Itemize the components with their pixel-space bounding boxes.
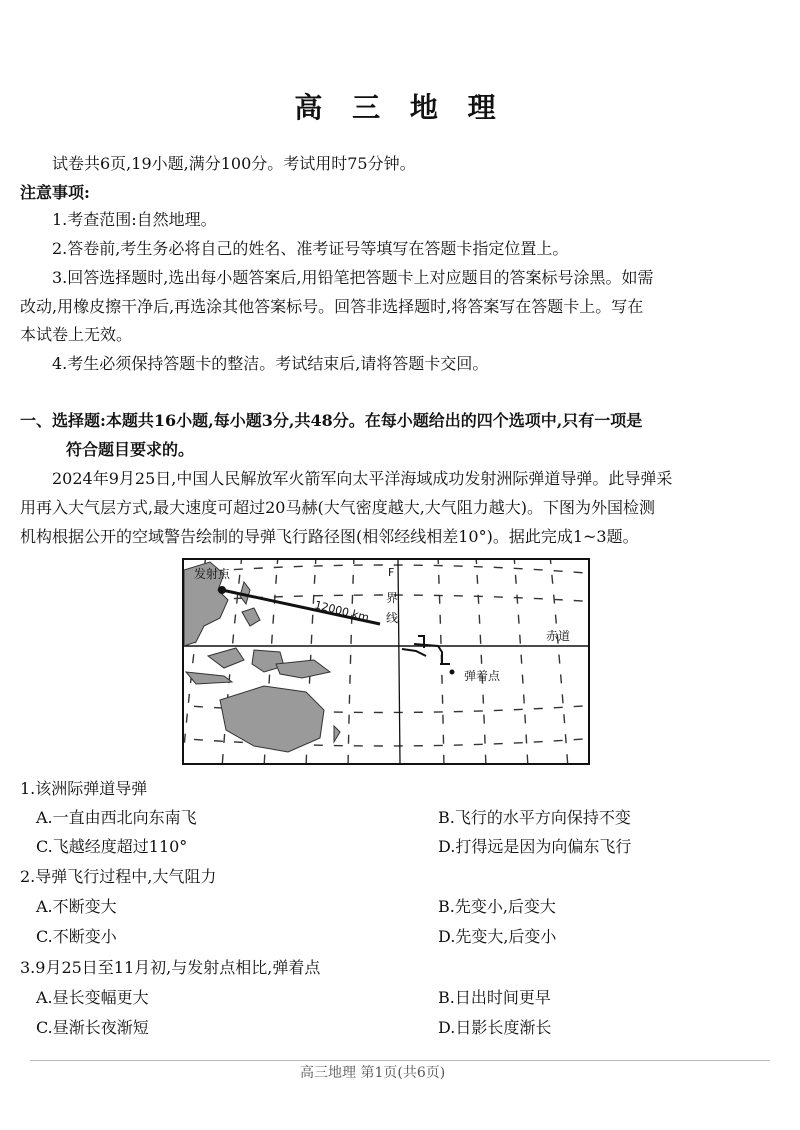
map-dateline-label-2: 界: [386, 591, 399, 605]
map-launch-label: 发射点: [194, 567, 231, 581]
question-3-option-a: A.昼长变幅更大: [36, 988, 149, 1007]
notice-item-1: 1.考查范围:自然地理。: [52, 210, 217, 229]
question-2-option-d: D.先变大,后变小: [438, 927, 557, 946]
question-2-option-a: A.不断变大: [36, 897, 117, 916]
map-dateline-label-3: 线: [386, 611, 399, 625]
dateline: [398, 560, 400, 763]
question-3-option-b: B.日出时间更早: [438, 988, 551, 1007]
question-1-option-c: C.飞越经度超过110°: [36, 837, 188, 856]
question-2-stem: 2.导弹飞行过程中,大气阻力: [20, 867, 217, 886]
exam-intro: 试卷共6页,19小题,满分100分。考试用时75分钟。: [52, 154, 416, 173]
question-1-option-a: A.一直由西北向东南飞: [36, 808, 197, 827]
notice-item-4: 4.考生必须保持答题卡的整洁。考试结束后,请将答题卡交回。: [52, 354, 489, 373]
question-1-option-b: B.飞行的水平方向保持不变: [438, 808, 631, 827]
question-3-stem: 3.9月25日至11月初,与发射点相比,弹着点: [20, 958, 321, 977]
passage-line-2: 用再入大气层方式,最大速度可超过20马赫(大气密度越大,大气阻力越大)。下图为外国检测: [20, 498, 656, 517]
footer-divider: [30, 1060, 770, 1061]
impact-point-marker: [450, 670, 455, 675]
map-equator-label: 赤道: [546, 629, 571, 643]
map-impact-label: 弹着点: [464, 669, 501, 683]
question-2-option-c: C.不断变小: [36, 927, 117, 946]
landmass: [184, 562, 340, 752]
question-2-option-b: B.先变小,后变大: [438, 897, 556, 916]
missile-path-map: [182, 558, 590, 765]
notice-item-2: 2.答卷前,考生务必将自己的姓名、准考证号等填写在答题卡指定位置上。: [52, 239, 569, 258]
question-3-option-c: C.昼渐长夜渐短: [36, 1018, 149, 1037]
page-title: 高 三 地 理: [294, 91, 506, 124]
notice-item-3-line3: 本试卷上无效。: [20, 325, 133, 344]
impact-area: [402, 636, 450, 664]
map-distance-label: 12000 km: [313, 598, 371, 625]
notice-item-3-line2: 改动,用橡皮擦干净后,再选涂其他答案标号。回答非选择题时,将答案写在答题卡上。写在: [20, 297, 644, 316]
passage-line-1: 2024年9月25日,中国人民解放军火箭军向太平洋海域成功发射洲际弹道导弹。此导弹采: [52, 469, 673, 488]
section1-heading-cont: 符合题目要求的。: [66, 440, 195, 459]
page-footer: 高三地理 第1页(共6页): [300, 1065, 446, 1081]
launch-point-marker: [218, 586, 226, 594]
notice-item-3-line1: 3.回答选择题时,选出每小题答案后,用铅笔把答题卡上对应题目的答案标号涂黑。如需: [52, 268, 654, 287]
notice-heading: 注意事项:: [20, 183, 90, 202]
question-1-stem: 1.该洲际弹道导弹: [20, 779, 148, 798]
map-dateline-label-1: F: [388, 566, 395, 579]
passage-line-3: 机构根据公开的空域警告绘制的导弹飞行路径图(相邻经线相差10°)。据此完成1~3题。: [20, 527, 639, 546]
section1-heading: 一、选择题:本题共16小题,每小题3分,共48分。在每小题给出的四个选项中,只有一项是: [20, 411, 643, 430]
question-3-option-d: D.日影长度渐长: [438, 1018, 552, 1037]
question-1-option-d: D.打得远是因为向偏东飞行: [438, 837, 632, 856]
